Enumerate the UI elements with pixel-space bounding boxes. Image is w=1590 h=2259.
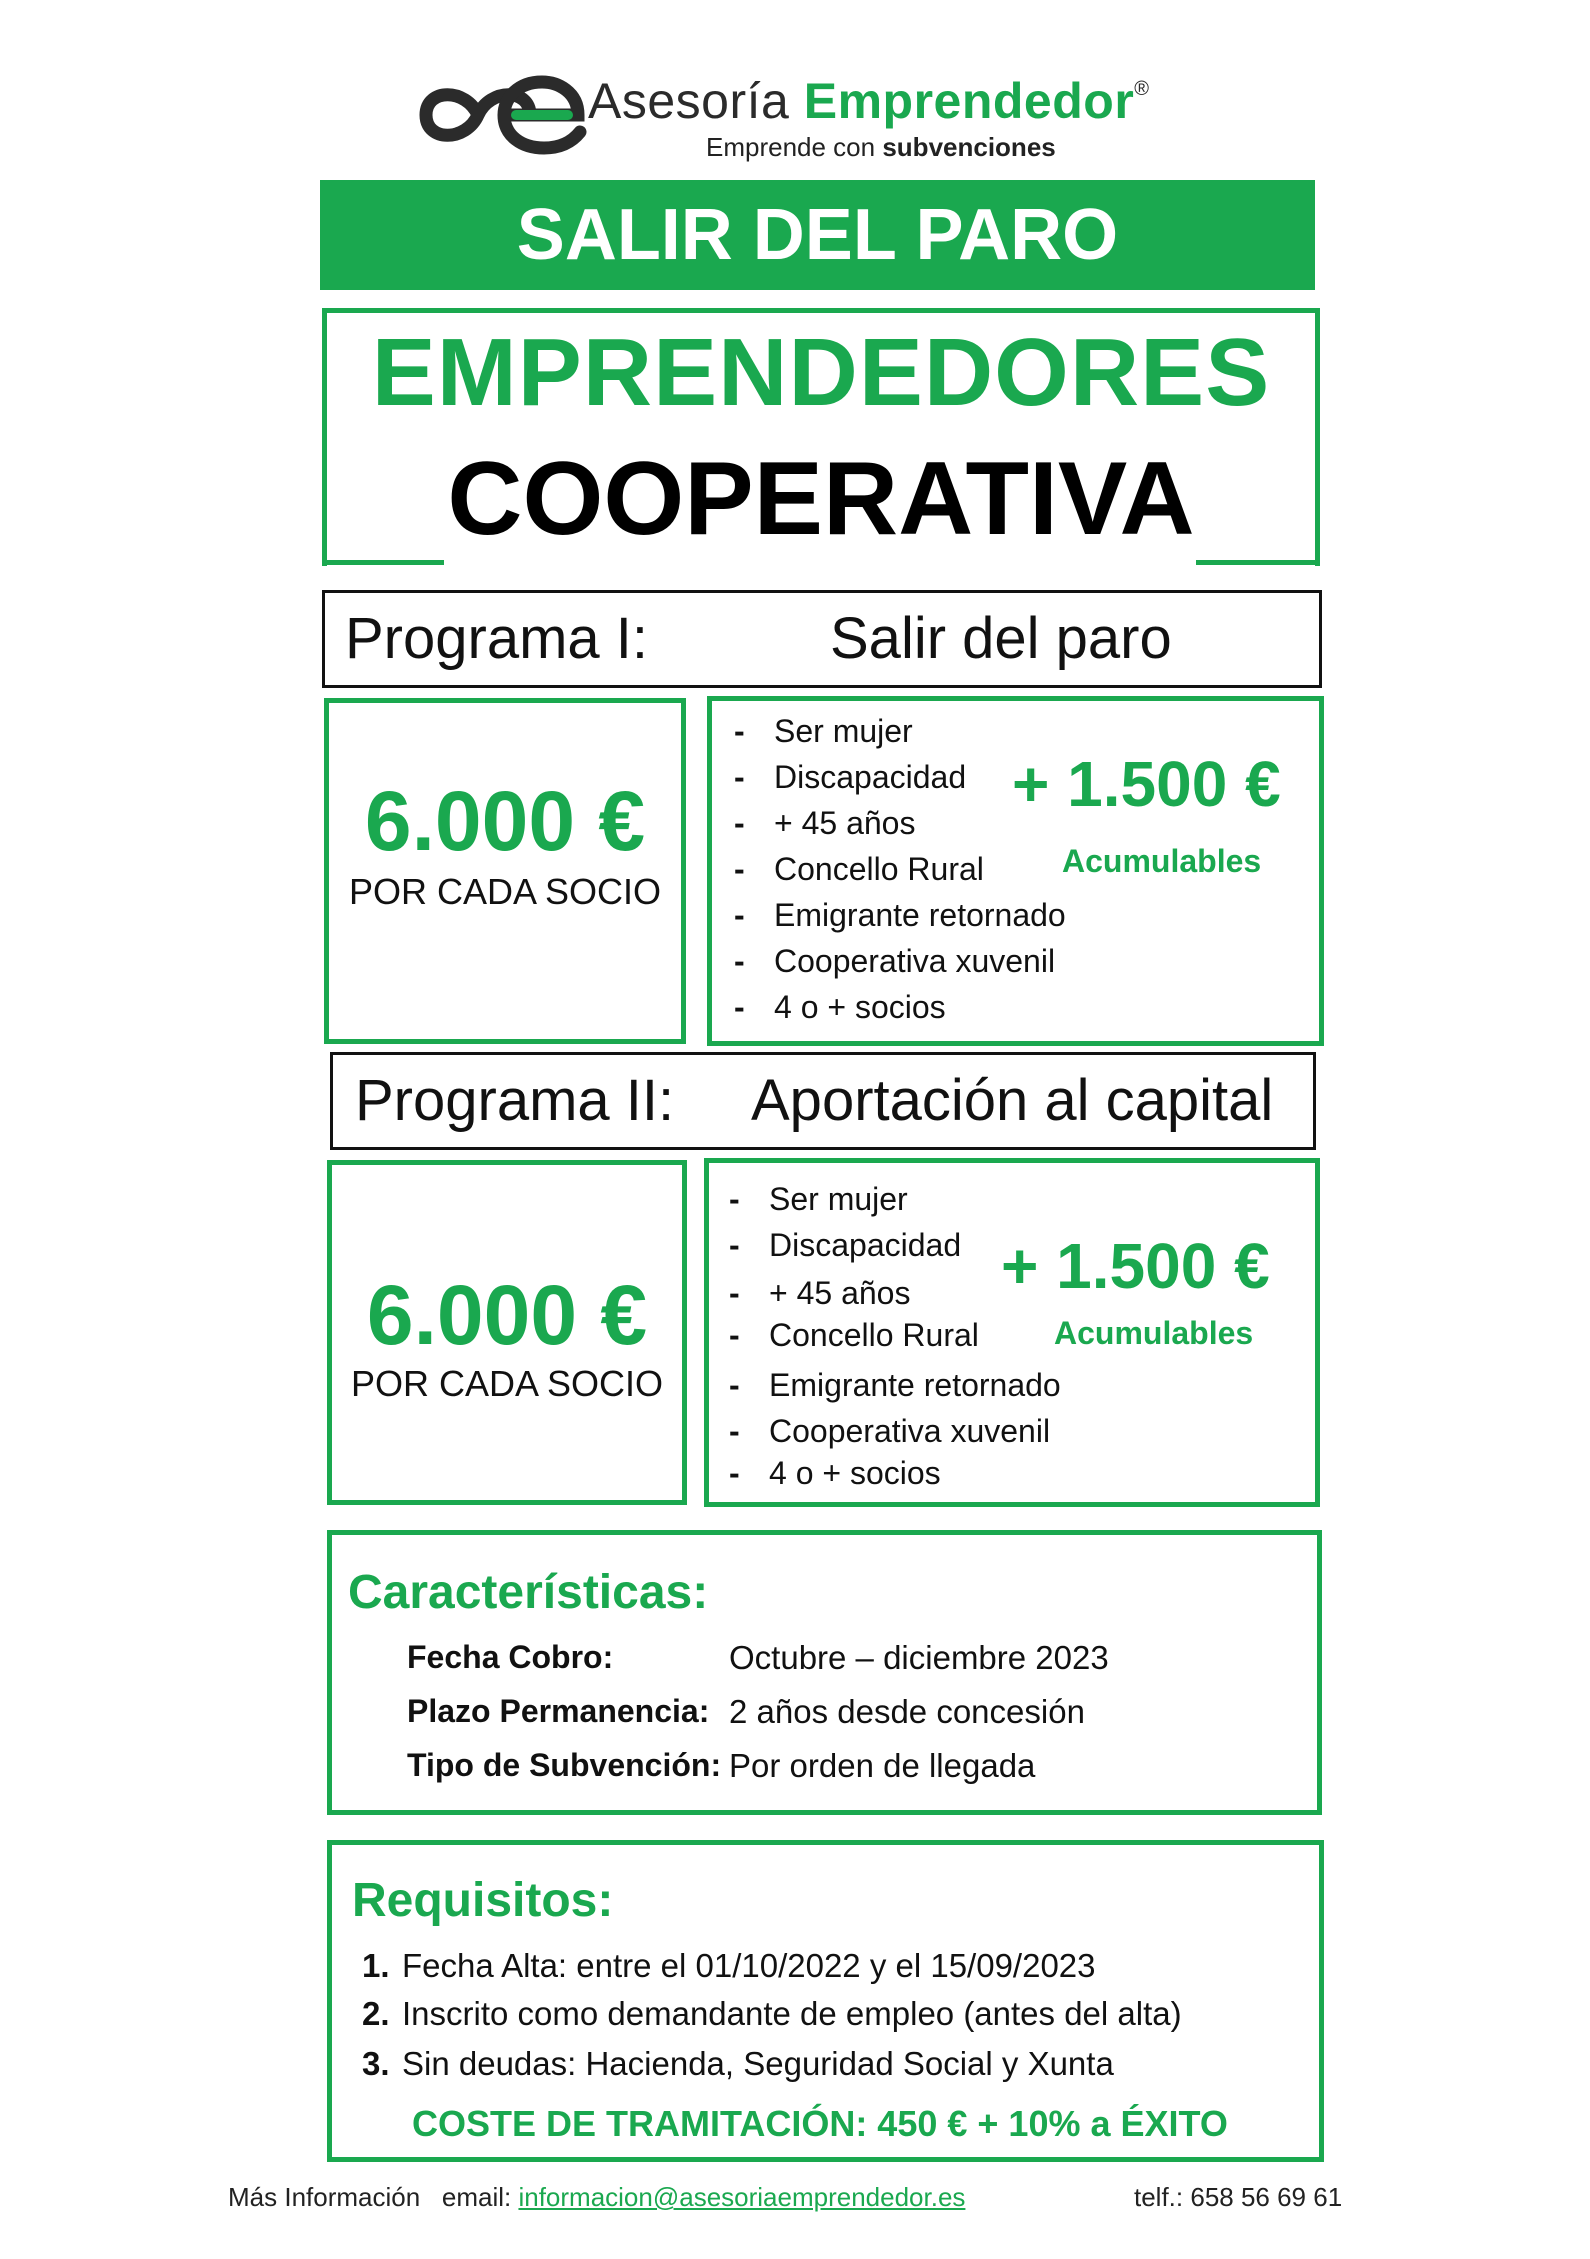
criterion [729, 1275, 910, 1312]
dash-bullet-icon: - [729, 1367, 740, 1403]
requirements-box [327, 1840, 1324, 2162]
criterion-label: Cooperativa xuvenil [774, 943, 1056, 979]
criterion [734, 759, 966, 796]
hero-border-left [322, 560, 444, 565]
dash-bullet-icon: - [734, 943, 745, 979]
tagline-part-2: subvenciones [882, 132, 1056, 162]
criterion-label: Ser mujer [769, 1181, 908, 1217]
program-2-bonus-note: Acumulables [1054, 1315, 1254, 1351]
criterion [729, 1413, 1050, 1450]
criterion-label: + 45 años [769, 1275, 911, 1311]
footer-info-label: Más Información [228, 2182, 421, 2212]
program-1-name: Salir del paro [830, 606, 1172, 671]
features-box [327, 1530, 1322, 1815]
requirement-number: 2. [362, 1995, 390, 2032]
program-1-amount-box [324, 698, 686, 1044]
program-1-amount: 6.000 € [364, 774, 646, 868]
criterion-label: + 45 años [774, 805, 916, 841]
criterion-label: 4 o + socios [769, 1455, 941, 1491]
feature-label: Tipo de Subvención: [407, 1747, 722, 1783]
feature-label: Fecha Cobro: [407, 1639, 614, 1675]
footer-email-label: email: [441, 2182, 512, 2212]
criterion-label: Emigrante retornado [774, 897, 1066, 933]
criterion [729, 1317, 979, 1354]
criterion-label: Concello Rural [769, 1317, 979, 1353]
requirement-text: Inscrito como demandante de empleo (antes del alta) [402, 1995, 1182, 2032]
requirement-item [362, 2045, 1114, 2083]
dash-bullet-icon: - [729, 1181, 740, 1217]
program-2-amount: 6.000 € [366, 1268, 648, 1362]
requirement-text: Fecha Alta: entre el 01/10/2022 y el 15/09/2023 [402, 1947, 1096, 1984]
program-2-label: Programa II: [355, 1068, 675, 1133]
processing-cost: COSTE DE TRAMITACIÓN: 450 € + 10% a ÉXITO [412, 2103, 1228, 2144]
feature-value: Por orden de llegada [729, 1747, 1036, 1784]
dash-bullet-icon: - [729, 1455, 740, 1491]
brand-word-2: Emprendedor [803, 73, 1135, 129]
program-1-criteria-box [707, 696, 1324, 1046]
criterion [734, 897, 1066, 934]
registered-mark: ® [1134, 78, 1150, 100]
requirement-number: 1. [362, 1947, 390, 1984]
dash-bullet-icon: - [734, 805, 745, 841]
dash-bullet-icon: - [734, 851, 745, 887]
tagline-part-1: Emprende con [706, 132, 876, 162]
dash-bullet-icon: - [734, 897, 745, 933]
program-1-bonus: + 1.500 € [1012, 748, 1281, 820]
footer-info [228, 2182, 965, 2213]
criterion-label: Concello Rural [774, 851, 984, 887]
program-1-label: Programa I: [345, 606, 648, 671]
criterion [734, 943, 1055, 980]
dash-bullet-icon: - [729, 1413, 740, 1449]
hero-subtitle: COOPERATIVA [447, 441, 1195, 557]
criterion-label: Cooperativa xuvenil [769, 1413, 1051, 1449]
dash-bullet-icon: - [734, 989, 745, 1025]
ae-infinity-logo-icon [418, 70, 593, 160]
dash-bullet-icon: - [729, 1227, 740, 1263]
criterion [734, 805, 915, 842]
features-title: Características: [348, 1566, 709, 1619]
program-1-header [322, 590, 1322, 688]
hero-title: EMPRENDEDORES [371, 319, 1271, 426]
feature-value: 2 años desde concesión [729, 1693, 1085, 1730]
dash-bullet-icon: - [729, 1275, 740, 1311]
program-2-header [330, 1052, 1316, 1150]
feature-label: Plazo Permanencia: [407, 1693, 710, 1729]
dash-bullet-icon: - [729, 1317, 740, 1353]
dash-bullet-icon: - [734, 713, 745, 749]
program-2-amount-box [327, 1160, 687, 1505]
criterion-label: Ser mujer [774, 713, 913, 749]
brand-name [588, 72, 1150, 130]
banner: SALIR DEL PARO [320, 180, 1315, 290]
criterion [734, 713, 913, 750]
criterion [729, 1227, 961, 1264]
criterion-label: 4 o + socios [774, 989, 946, 1025]
requirements-title: Requisitos: [352, 1874, 614, 1927]
requirement-item [362, 1947, 1096, 1985]
criterion [734, 851, 984, 888]
criterion [729, 1367, 1061, 1404]
criterion-label: Discapacidad [774, 759, 967, 795]
program-2-criteria-box [704, 1158, 1320, 1507]
program-2-name: Aportación al capital [751, 1068, 1274, 1133]
program-2-per-member: POR CADA SOCIO [350, 1363, 664, 1404]
criterion [729, 1455, 941, 1492]
hero-border-right [1196, 560, 1320, 565]
criterion-label: Emigrante retornado [769, 1367, 1061, 1403]
program-2-bonus: + 1.500 € [1001, 1230, 1270, 1302]
brand-word-1: Asesoría [588, 73, 790, 129]
dash-bullet-icon: - [734, 759, 745, 795]
feature-value: Octubre – diciembre 2023 [729, 1639, 1109, 1676]
footer-phone: telf.: 658 56 69 61 [1134, 2182, 1343, 2212]
criterion [734, 989, 946, 1026]
program-1-bonus-note: Acumulables [1062, 843, 1262, 879]
requirement-text: Sin deudas: Hacienda, Seguridad Social y Xunta [402, 2045, 1114, 2082]
criterion-label: Discapacidad [769, 1227, 962, 1263]
program-1-per-member: POR CADA SOCIO [348, 871, 662, 912]
requirement-item [362, 1995, 1182, 2033]
footer-email-link[interactable]: informacion@asesoriaemprendedor.es [518, 2182, 966, 2212]
tagline [706, 132, 1056, 163]
requirement-number: 3. [362, 2045, 390, 2082]
criterion [729, 1181, 908, 1218]
